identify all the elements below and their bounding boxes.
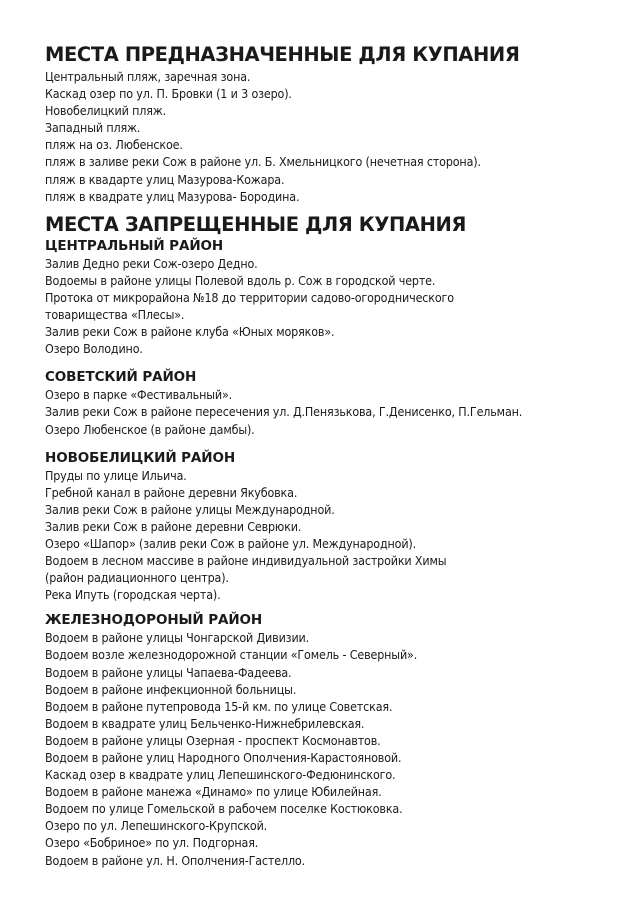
- district-list-novobelitsky: [45, 467, 605, 604]
- list-item: Водоем в районе путепровода 15-й км. по улице Советская.: [45, 698, 393, 714]
- list-item: Озеро «Бобриное» по ул. Подгорная.: [45, 835, 259, 851]
- list-item: Каскад озер по ул. П. Бровки (1 и 3 озеро).: [45, 86, 292, 102]
- list-item: пляж в заливе реки Сож в районе ул. Б. Хмельницкого (нечетная сторона).: [45, 154, 481, 170]
- list-item: Водоем в районе инфекционной больницы.: [45, 681, 297, 697]
- list-item: Залив реки Сож в районе пересечения ул. Д.Пенязькова, Г.Денисенко, П.Гельман.: [45, 404, 523, 420]
- allowed-places-heading: МЕСТА ПРЕДНАЗНАЧЕННЫЕ ДЛЯ КУПАНИЯ: [45, 43, 520, 66]
- list-item: Протока от микрорайона №18 до территории садово-огороднического: [45, 289, 454, 305]
- list-item: Водоем в районе улицы Чонгарской Дивизии.: [45, 630, 310, 646]
- list-item: пляж на оз. Любенское.: [45, 137, 183, 153]
- list-item: Водоем в районе манежа «Динамо» по улице Юбилейная.: [45, 784, 382, 800]
- list-item: Новобелицкий пляж.: [45, 103, 167, 119]
- list-item: Водоем в лесном массиве в районе индивидуальной застройки Химы: [45, 553, 447, 569]
- list-item: Водоем возле железнодорожной станции «Гомель - Северный».: [45, 647, 418, 663]
- allowed-places-list: [45, 68, 605, 205]
- list-item: товарищества «Плесы».: [45, 307, 185, 323]
- list-item: Залив Дедно реки Сож-озеро Дедно.: [45, 255, 258, 271]
- list-item: Водоем в квадрате улиц Бельченко-Нижнебрилевская.: [45, 715, 365, 731]
- document-content: [45, 42, 605, 869]
- list-item: Пруды по улице Ильича.: [45, 467, 187, 483]
- list-item: Озеро по ул. Лепешинского-Крупской.: [45, 818, 268, 834]
- list-item: Залив реки Сож в районе деревни Севрюки.: [45, 518, 302, 534]
- list-item: Водоем в районе ул. Н. Ополчения-Гастелло.: [45, 852, 305, 868]
- list-item: Залив реки Сож в районе улицы Международной.: [45, 501, 335, 517]
- district-list-zheleznodorozhny: [45, 629, 605, 868]
- list-item: Водоем в районе улицы Озерная - проспект Космонавтов.: [45, 732, 381, 748]
- district-heading-sovetsky: СОВЕТСКИЙ РАЙОН: [45, 369, 197, 386]
- list-item: (район радиационного центра).: [45, 570, 229, 586]
- list-item: Каскад озер в квадрате улиц Лепешинского-Федюнинского.: [45, 767, 396, 783]
- forbidden-places-heading: МЕСТА ЗАПРЕЩЕННЫЕ ДЛЯ КУПАНИЯ: [45, 212, 467, 236]
- list-item: Центральный пляж, заречная зона.: [45, 69, 251, 84]
- list-item: пляж в квадрате улиц Мазурова- Бородина.: [45, 188, 300, 204]
- list-item: Водоем по улице Гомельской в рабочем поселке Костюковка.: [45, 801, 403, 817]
- list-item: Озеро «Шапор» (залив реки Сож в районе ул. Международной).: [45, 535, 417, 551]
- list-item: Водоем в районе улиц Народного Ополчения-Карастояновой.: [45, 750, 402, 765]
- district-list-sovetsky: [45, 386, 605, 437]
- list-item: Озеро Любенское (в районе дамбы).: [45, 421, 255, 437]
- district-heading-zheleznodorozhny: ЖЕЛЕЗНОДОРОНЫЙ РАЙОН: [45, 612, 263, 629]
- list-item: Озеро Володино.: [45, 341, 143, 357]
- list-item: Водоем в районе улицы Чапаева-Фадеева.: [45, 664, 292, 680]
- list-item: пляж в квадарте улиц Мазурова-Кожара.: [45, 171, 285, 187]
- district-heading-central: ЦЕНТРАЛЬНЫЙ РАЙОН: [45, 237, 224, 254]
- list-item: Река Ипуть (городская черта).: [45, 587, 221, 603]
- district-list-central: [45, 255, 605, 358]
- list-item: Озеро в парке «Фестивальный».: [45, 387, 233, 403]
- district-heading-novobelitsky: НОВОБЕЛИЦКИЙ РАЙОН: [45, 449, 236, 466]
- list-item: Водоемы в районе улицы Полевой вдоль р. Сож в городской черте.: [45, 272, 436, 288]
- list-item: Западный пляж.: [45, 120, 141, 136]
- list-item: Гребной канал в районе деревни Якубовка.: [45, 484, 298, 500]
- list-item: Залив реки Сож в районе клуба «Юных моряков».: [45, 324, 335, 340]
